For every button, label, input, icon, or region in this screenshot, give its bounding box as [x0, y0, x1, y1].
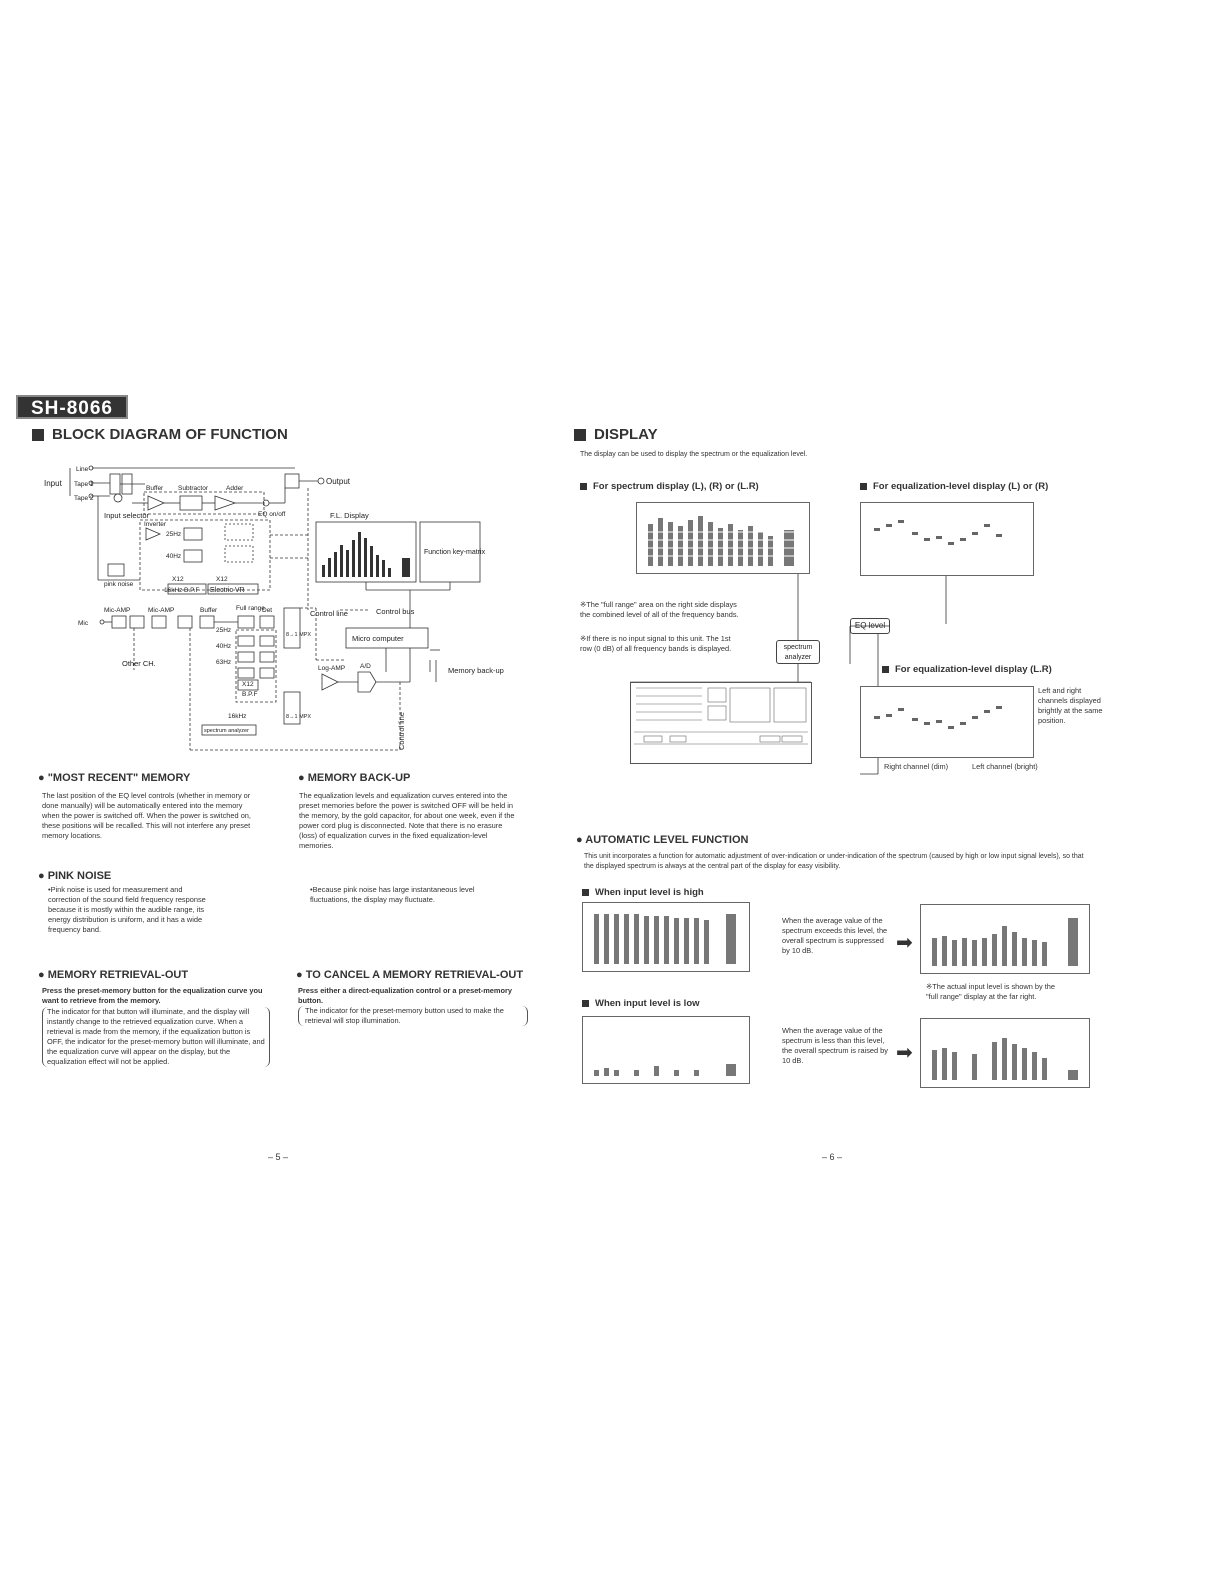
diag-full-range: Full range: [236, 605, 265, 612]
low-title: When input level is low: [595, 998, 700, 1009]
diag-output: Output: [326, 477, 351, 486]
spectrum-display-panel: [636, 502, 810, 574]
most-recent-title: "MOST RECENT" MEMORY: [47, 772, 191, 784]
display-intro: The display can be used to display the spectrum or the equalization level.: [580, 451, 808, 458]
diag-control-bus: Control bus: [376, 607, 415, 616]
cancel-lead: Press either a direct-equalization control or a preset-memory button.: [298, 986, 512, 1005]
auto-body: This unit incorporates a function for automatic adjustment of over-indication or under-indication of the spectrum (caused by high or low input signal levels), so that the displayed spectrum is always at the central part of the display for easy visibility.: [584, 853, 1084, 870]
display-title: DISPLAY: [594, 426, 658, 443]
eq-level-button[interactable]: EQ level: [850, 618, 890, 634]
retrieval-out-lead: Press the preset-memory button for the equalization curve you want to retrieve from the memory.: [42, 986, 263, 1005]
diag-other-ch: Other CH.: [122, 659, 156, 668]
diag-subtractor: Subtractor: [178, 485, 208, 492]
lr-note: Left and right channels displayed brightly at the same position.: [1038, 686, 1103, 725]
most-recent-body: The last position of the EQ level controls (whether in memory or done manually) will be automatically entered into the memory when the power is switched off. When the power is switched on, these positions will be recalled. This will not interfere any preset memory locations.: [42, 791, 251, 840]
diag-log-amp: Log-AMP: [318, 665, 346, 672]
diag-x12-c: X12: [242, 681, 254, 688]
diag-mpx-b: 8→1 MPX: [286, 714, 312, 720]
model-badge: SH-8066: [16, 395, 128, 419]
pink-noise-body1: •Pink noise is used for measurement and correction of the sound field frequency response because it is mostly within the audible range, its energy distribution is uniform, and it has a wide frequency band.: [48, 885, 206, 934]
diag-tape1: Tape 1: [74, 481, 94, 488]
eq-lr-title: For equalization-level display (L.R): [895, 664, 1052, 675]
auto-heading: ● AUTOMATIC LEVEL FUNCTION: [576, 834, 749, 846]
high-after-panel: [920, 904, 1090, 974]
diag-25hz-b: 25Hz: [216, 627, 232, 634]
diag-det: Det: [262, 607, 273, 614]
most-recent-heading: ● "MOST RECENT" MEMORY: [38, 772, 191, 784]
left-bright-label: Left channel (bright): [972, 762, 1038, 771]
square-bullet-icon: [580, 483, 587, 490]
eq-heading: [860, 481, 1048, 492]
diag-x12-a: X12: [172, 576, 184, 583]
retrieval-out-title: MEMORY RETRIEVAL-OUT: [47, 969, 189, 981]
retrieval-out-body: The indicator for that button will illuminate, and the display will instantly change to the retrieved equalization curve. When a retrieval is made from the memory, if the equalization button is OFF, the indicator for the preset-memory button will illuminate, and the equalization curve will appear on the display, but the equalization effect will not be applied.: [42, 1007, 270, 1067]
pink-noise-title: PINK NOISE: [47, 870, 112, 882]
square-bullet-icon: [32, 429, 44, 441]
diag-line: Line: [76, 466, 89, 473]
cancel-title: TO CANCEL A MEMORY RETRIEVAL-OUT: [305, 969, 524, 981]
square-bullet-icon: [582, 1000, 589, 1007]
page-number-left: – 5 –: [268, 1152, 289, 1162]
high-note: When the average value of the spectrum exceeds this level, the overall spectrum is suppressed by 10 dB.: [782, 916, 888, 955]
diag-mic-amp-a: Mic-AMP: [104, 607, 131, 614]
diag-16khz-b: 16kHz: [228, 713, 247, 720]
low-after-panel: [920, 1018, 1090, 1088]
diag-memory-backup: Memory back-up: [448, 666, 504, 675]
diag-buffer-2: Buffer: [200, 607, 218, 614]
cancel-heading: ● TO CANCEL A MEMORY RETRIEVAL-OUT: [296, 969, 524, 981]
diag-electric-vr: Electric VR: [210, 587, 245, 594]
diag-micro-computer: Micro computer: [352, 634, 404, 643]
eq-title: For equalization-level display (L) or (R): [873, 481, 1049, 492]
square-bullet-icon: [574, 429, 586, 441]
cancel-body: The indicator for the preset-memory button used to make the retrieval will stop illumination.: [298, 1006, 528, 1026]
diag-63hz: 63Hz: [216, 659, 232, 666]
square-bullet-icon: [882, 666, 889, 673]
diag-25hz: 25Hz: [166, 531, 182, 538]
high-title: When input level is high: [595, 887, 704, 898]
spectrum-title: For spectrum display (L), (R) or (L.R): [593, 481, 759, 492]
diag-control-line: Control line: [310, 609, 348, 618]
page-number-right: – 6 –: [822, 1152, 843, 1162]
diag-40hz: 40Hz: [166, 553, 182, 560]
diag-mic: Mic: [78, 620, 89, 627]
note-full-range: ※The "full range" area on the right side displays the combined level of all of the frequency bands.: [580, 600, 739, 619]
square-bullet-icon: [582, 889, 589, 896]
spectrum-analyzer-button[interactable]: spectrum analyzer: [776, 640, 820, 664]
diag-40hz-b: 40Hz: [216, 643, 232, 650]
retrieval-out-heading: ● MEMORY RETRIEVAL-OUT: [38, 969, 189, 981]
pink-noise-heading: ● PINK NOISE: [38, 870, 112, 882]
diag-input: Input: [44, 479, 62, 488]
square-bullet-icon: [860, 483, 867, 490]
block-diagram-title: BLOCK DIAGRAM OF FUNCTION: [52, 426, 288, 443]
eq-lr-display-panel: [860, 686, 1034, 758]
diag-input-selector: Input selector: [104, 511, 150, 520]
diag-16khz: 16kHz: [164, 587, 183, 594]
pink-noise-body2: •Because pink noise has large instantaneous level fluctuations, the display may fluctuate.: [310, 885, 475, 904]
diag-tape2: Tape 2: [74, 495, 94, 502]
diag-mpx-a: 8→1 MPX: [286, 632, 312, 638]
diag-mic-amp-b: Mic-AMP: [148, 607, 175, 614]
actual-note: ※The actual input level is shown by the "full range" display at the far right.: [926, 982, 1056, 1001]
display-heading: [574, 426, 658, 443]
arrow-right-icon: ➡: [896, 1042, 913, 1064]
diag-bpf: B.P.F: [184, 587, 200, 594]
arrow-right-icon: ➡: [896, 932, 913, 954]
diag-fl-display: F.L. Display: [330, 511, 369, 520]
diag-bpf-b: B.P.F: [242, 691, 258, 698]
note-no-input: ※If there is no input signal to this unit. The 1st row (0 dB) of all frequency bands is displayed.: [580, 634, 732, 653]
diag-ad: A/D: [360, 663, 371, 670]
diag-buffer: Buffer: [146, 485, 164, 492]
diag-inverter: Inverter: [144, 521, 167, 528]
diag-eq-onoff: EQ on/off: [258, 511, 286, 518]
right-dim-label: Right channel (dim): [884, 762, 949, 771]
memory-backup-body: The equalization levels and equalization curves entered into the preset memories before the power is switched OFF will be held in the memory, by the gold capacitor, for about one week, even if the power cord plug is disconnected. Note that there is no erasure (loss) of equalization curves in the fixed equalization-level memories.: [299, 791, 515, 850]
spectrum-heading: [580, 481, 759, 492]
diag-pink-noise: pink noise: [104, 581, 134, 588]
auto-title: AUTOMATIC LEVEL FUNCTION: [585, 834, 749, 846]
high-heading: [582, 887, 704, 898]
block-diagram-heading: [32, 426, 288, 443]
diag-function-keymatrix: Function key-matrix: [424, 549, 486, 556]
low-note: When the average value of the spectrum is less than this level, the overall spectrum is raised by 10 dB.: [782, 1026, 888, 1065]
block-diagram: [40, 460, 520, 760]
eq-display-panel: [860, 502, 1034, 576]
diag-adder: Adder: [226, 485, 244, 492]
diag-spectrum-analyzer: spectrum analyzer: [204, 728, 249, 734]
low-before-panel: [582, 1016, 750, 1084]
memory-backup-title: MEMORY BACK-UP: [307, 772, 411, 784]
diag-x12-b: X12: [216, 576, 228, 583]
diag-control-line-v: Control line: [397, 712, 406, 750]
memory-backup-heading: ● MEMORY BACK-UP: [298, 772, 411, 784]
eq-lr-heading: [882, 664, 1052, 675]
front-panel-sketch: [630, 682, 812, 764]
low-heading: [582, 998, 700, 1009]
high-before-panel: [582, 902, 750, 972]
